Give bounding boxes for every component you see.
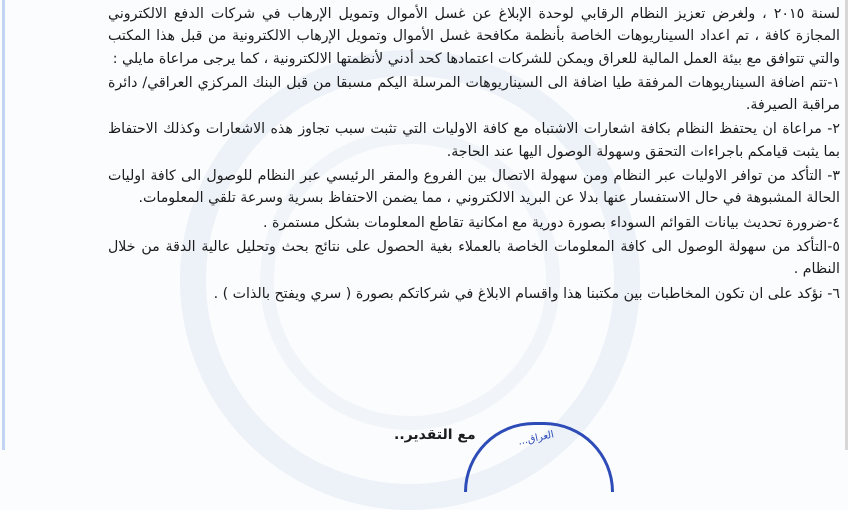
closing-greeting: مع التقدير.. bbox=[394, 427, 476, 443]
letter-body bbox=[108, 0, 840, 305]
stamp-text: ...العراق bbox=[517, 429, 556, 448]
list-item-4: ٤-ضرورة تحديث بيانات القوائم السوداء بصورة دورية مع امكانية تقاطع المعلومات بشكل مستمرة . bbox=[262, 214, 840, 231]
page-edge-left bbox=[2, 0, 5, 450]
list-item-3: ٣- التأكد من توافر الاوليات عبر النظام ومن سهولة الاتصال بين الفروع والمقر الرئيسي عبر النظام للوصول الى كافة اوليات الحالة المشبوهة في حال الاستفسار عنها بدلا عن البريد الالكتروني ، مما يضمن الاحتفاظ بسرية وسرعة تلقي المعلومات. bbox=[108, 168, 840, 207]
list-item-2: ٢- مراعاة ان يحتفظ النظام بكافة اشعارات الاشتباه مع كافة الاوليات التي تثبت سبب تجاوز هذه الاشعارات وكذلك الاحتفاظ بما يثبت قيامكم باجراءات التحقق وسهولة الوصول اليها عند الحاجة. bbox=[108, 121, 840, 160]
list-item-6: ٦- نؤكد على ان تكون المخاطبات بين مكتبنا هذا واقسام الابلاغ في شركاتكم بصورة ( سري ويفتح بالذات ) . bbox=[213, 285, 840, 302]
list-item-1: ١-تتم اضافة السيناريوهات المرفقة طيا اضافة الى السيناريوهات المرسلة اليكم مسبقا من قبل البنك المركزي العراقي/ دائرة مراقبة الصيرفة. bbox=[108, 74, 840, 114]
list-item-5: ٥-التأكد من سهولة الوصول الى كافة المعلومات الخاصة بالعملاء بغية الحصول على نتائج بحث وتحليل عالية الدقة من خلال النظام . bbox=[108, 238, 840, 278]
intro-paragraph: لسنة ٢٠١٥ ، ولغرض تعزيز النظام الرقابي لوحدة الإبلاغ عن غسل الأموال وتمويل الإرهاب في شركات الدفع الالكتروني المجازة كافة ، تم اعداد السيناريوهات الخاصة بأنظمة مكافحة غسل الأموال وتمويل الإرهاب الالكترونية من قبل هذا المكتب والتي تتوافق مع بيئة العمل المالية للعراق ويمكن للشركات اعتمادها كحد أدني لأنظمتها الالكترونية ، كما يرجى مراعاة مايلي : bbox=[108, 6, 841, 67]
